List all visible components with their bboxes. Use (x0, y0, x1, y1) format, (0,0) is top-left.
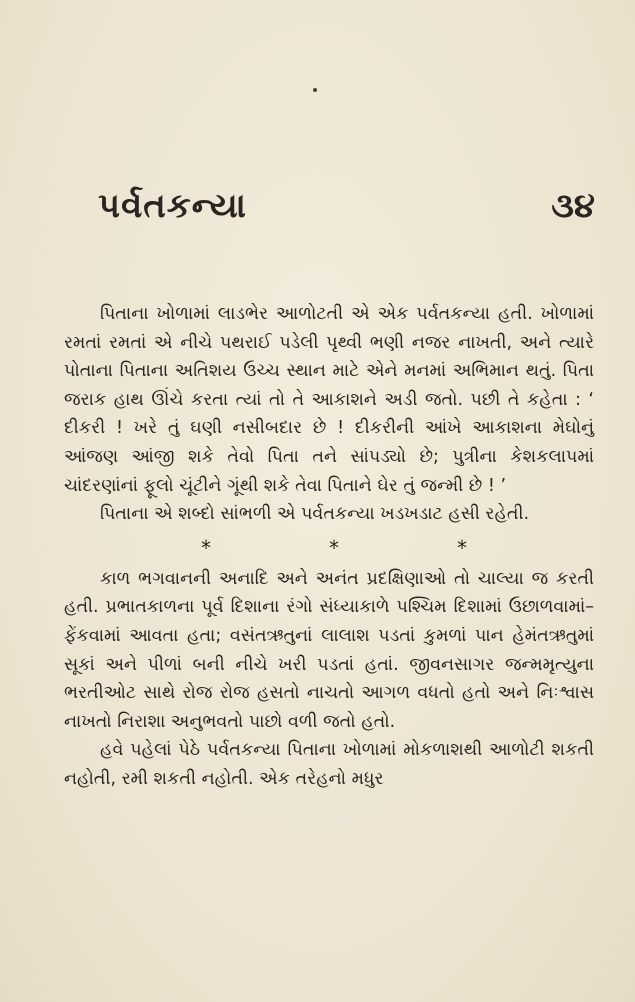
separator-asterisk: * (329, 535, 339, 560)
page-mark (313, 88, 317, 92)
body-text (64, 300, 594, 794)
separator-asterisk: * (457, 535, 467, 560)
chapter-number: ૩૪ (551, 186, 595, 226)
section-separator (64, 531, 594, 565)
paragraph: પિતાના ખોળામાં લાડભેર આળોટતી એ એક પર્વતકન્યા હતી. ખોળામાં રમતાં રમતાં એ નીચે પથરાઈ પડેલી પૃથ્વી ભણી નજર નાખતી, અને ત્યારે પોતાના પિતાના અતિશય ઉચ્ચ સ્થાન માટે એને મનમાં અભિમાન થતું. પિતા જરાક હાથ ઊંચે કરતા ત્યાં તો તે આકાશને અડી જતો. પછી તે કહેતા : ‘ દીકરી ! ખરે તું ઘણી નસીબદાર છે ! દીકરીની આંખે આકાશના મેઘોનું આંજણ આંજી શકે તેવો પિતા તને સાંપડ્યો છે; પુત્રીના કેશકલાપમાં ચાંદરણાંનાં ફૂલો ચૂંટીને ગૂંથી શકે તેવા પિતાને ઘેર તું જન્મી છે ! ’ (64, 304, 594, 496)
paragraph: પિતાના એ શબ્દો સાંભળી એ પર્વતકન્યા ખડખડાટ હસી રહેતી. (100, 504, 530, 525)
chapter-title: પર્વતકન્યા (98, 186, 248, 226)
separator-asterisk: * (201, 535, 211, 560)
paragraph: હવે પહેલાં પેઠે પર્વતકન્યા પિતાના ખોળામાં મોકળાશથી આળોટી શકતી નહોતી, રમી શકતી નહોતી. એક તરેહનો મધુર (64, 740, 594, 789)
paragraph: કાળ ભગવાનની અનાદિ અને અનંત પ્રદક્ષિણાઓ તો ચાલ્યા જ કરતી હતી. પ્રભાતકાળના પૂર્વ દિશાના રંગો સંધ્યાકાળે પશ્ચિમ દિશામાં ઉછાળવામાં–ફેંકવામાં આવતા હતા; વસંતઋતુનાં લાલાશ પડતાં કુમળાં પાન હેમંતઋતુમાં સૂકાં અને પીળાં બની નીચે ખરી પડતાં હતાં. જીવનસાગર જન્મમૃત્યુના ભરતીઓટ સાથે રોજ રોજ હસતો નાચતો આગળ વધતો હતો અને નિઃશ્વાસ નાખતો નિરાશા અનુભવતો પાછો વળી જતો હતો. (64, 568, 594, 732)
